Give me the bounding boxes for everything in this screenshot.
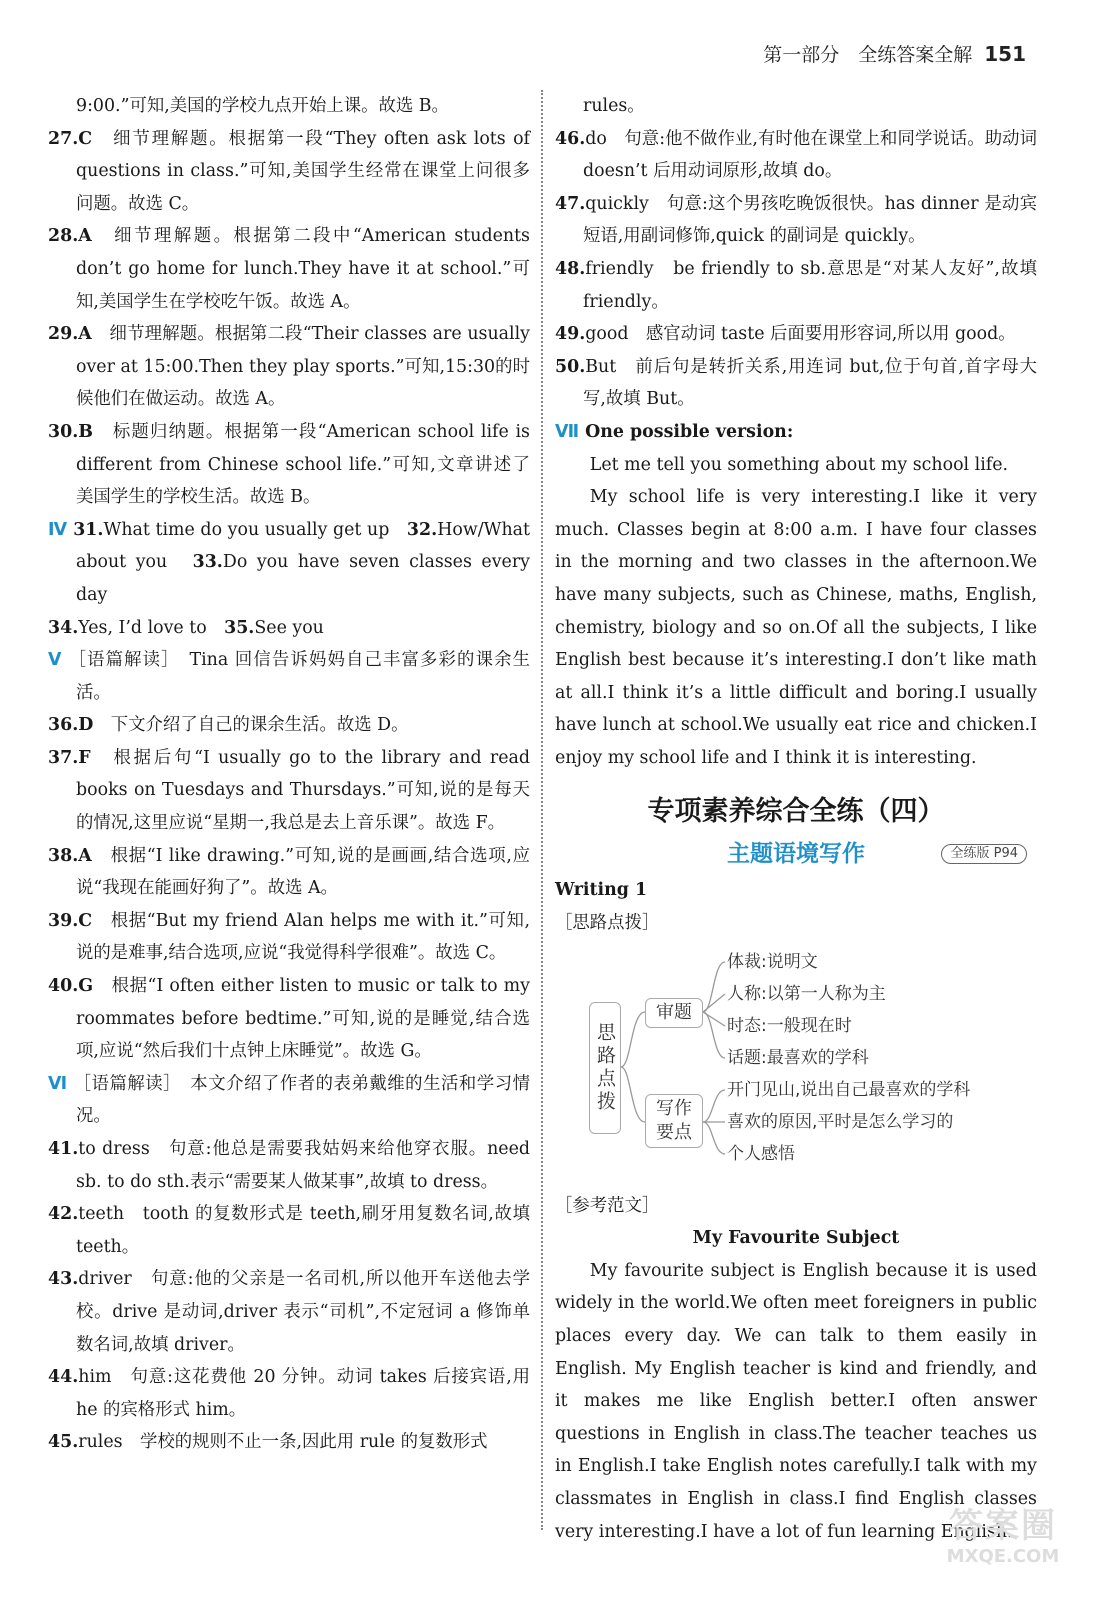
mind-map-root: 思路点拨 bbox=[589, 1002, 621, 1134]
answer-number: 50. bbox=[555, 356, 586, 377]
mind-map bbox=[555, 944, 1037, 1184]
answer-text: 标题归纳题。根据第一段“American school life is different from Chinese school life.”可知,文章讲述了美国学生的学校生活。故选 B。 bbox=[76, 421, 530, 508]
answer-number: 46. bbox=[555, 128, 586, 149]
column-divider bbox=[541, 90, 543, 1530]
mind-map-leaf: 开门见山,说出自己最喜欢的学科 bbox=[727, 1079, 971, 1100]
answer-text: teeth tooth 的复数形式是 teeth,刷牙用复数名词,故填 teeth。 bbox=[76, 1204, 530, 1257]
mind-map-branch: 审题 bbox=[645, 998, 703, 1028]
section-title: 第一部分 全练答案全解 bbox=[763, 44, 973, 66]
answer-item bbox=[48, 1133, 530, 1198]
special-title: 专项素养综合全练（四） bbox=[647, 796, 945, 828]
page-reference-badge: 全练版 P94 bbox=[941, 844, 1027, 864]
answer-item bbox=[555, 351, 1037, 416]
answer-item bbox=[555, 188, 1037, 253]
answer-text: 根据后句“I usually go to the library and read books on Tuesdays and Thursdays.”可知,说的是每天的情况,这里应说“星期一,我总是去上音乐课”。故选 F。 bbox=[76, 747, 530, 834]
answer-item bbox=[48, 612, 530, 645]
mind-map-leaf: 体裁:说明文 bbox=[727, 951, 818, 972]
answer-item bbox=[48, 416, 530, 514]
mind-map-leaf: 人称:以第一人称为主 bbox=[727, 983, 886, 1004]
answer-text: ［语篇解读］ 本文介绍了作者的表弟戴维的生活和学习情况。 bbox=[73, 1073, 530, 1127]
answer-item bbox=[48, 840, 530, 905]
answer-text: quickly 句意:这个男孩吃晚饭很快。has dinner 是动宾短语,用副词修饰,quick 的副词是 quickly。 bbox=[583, 193, 1037, 247]
answer-text: to dress 句意:他总是需要我姑妈来给他穿衣服。need sb. to do sth.表示“需要某人做某事”,故填 to dress。 bbox=[76, 1139, 530, 1192]
answer-text: 根据“But my friend Alan helps me with it.”可知,说的是难事,结合选项,应说“我觉得科学很难”。故选 C。 bbox=[76, 910, 530, 964]
answer-number: 47. bbox=[555, 193, 586, 214]
answer-number: 45. bbox=[48, 1432, 79, 1453]
answer-item bbox=[48, 709, 530, 742]
answer-text: 下文介绍了自己的课余生活。故选 D。 bbox=[110, 715, 409, 736]
answer-text: him 句意:这花费他 20 分钟。动词 takes 后接宾语,用 he 的宾格形式 him。 bbox=[76, 1367, 530, 1420]
answer-item bbox=[48, 318, 530, 416]
answer-number: 38.A bbox=[48, 845, 92, 866]
answer-text: 细节理解题。根据第二段“Their classes are usually over at 15:00.Then they play sports.”可知,15:30的时候他们在做运动。故选 A。 bbox=[76, 324, 530, 410]
answer-item bbox=[48, 905, 530, 970]
answer-item bbox=[48, 644, 530, 709]
writing-label: Writing 1 bbox=[555, 880, 648, 901]
section-marker: Ⅳ bbox=[48, 519, 68, 540]
answer-item bbox=[48, 1361, 530, 1426]
version-label: One possible version: bbox=[585, 421, 794, 442]
answer-number: 39.C bbox=[48, 910, 93, 931]
version-heading bbox=[555, 416, 1037, 449]
answer-number: 29.A bbox=[48, 324, 92, 345]
answer-text: 31.What time do you usually get up 32.How/What about you 33.Do you have seven classes every day bbox=[73, 519, 530, 605]
answer-number: 30.B bbox=[48, 421, 93, 442]
answer-text: ［语篇解读］ Tina 回信告诉妈妈自己丰富多彩的课余生活。 bbox=[68, 650, 530, 703]
answer-number: 28.A bbox=[48, 226, 92, 247]
answer-item bbox=[555, 123, 1037, 188]
version-paragraph: Let me tell you something about my school life. bbox=[589, 454, 1009, 475]
answer-number: 27.C bbox=[48, 128, 93, 149]
page-header bbox=[763, 40, 1026, 67]
watermark-logo bbox=[928, 1506, 1078, 1576]
sample-title: My Favourite Subject bbox=[692, 1228, 900, 1249]
answer-list bbox=[555, 90, 1037, 416]
answer-number: 48. bbox=[555, 258, 586, 279]
answer-text: But 前后句是转折关系,用连词 but,位于句首,首字母大写,故填 But。 bbox=[583, 356, 1037, 410]
answer-number: 37.F bbox=[48, 747, 91, 768]
answer-item bbox=[48, 220, 530, 318]
version-paragraph: My school life is very interesting.I like it very much. Classes begin at 8:00 a.m. I have four classes in the morning and two classes in the afternoon.We have many subjects, such as Chinese, maths, English, chemistry, biology and so on.Of all the subjects, I like English best because it’s interesting.I don’t like math at all.I think it’s a little difficult and boring.I usually have lunch at school.We usually eat rice and chicken.I enjoy my school life and I think it is interesting. bbox=[555, 487, 1037, 768]
answer-text: 34.Yes, I’d love to 35.See you bbox=[48, 617, 324, 638]
answer-number: 44. bbox=[48, 1367, 79, 1388]
answer-text: rules 学校的规则不止一条,因此用 rule 的复数形式 bbox=[78, 1432, 488, 1453]
answer-number: 41. bbox=[48, 1139, 79, 1159]
answer-item bbox=[48, 1068, 530, 1133]
answer-item bbox=[48, 123, 530, 221]
section-marker: Ⅴ bbox=[48, 650, 63, 671]
answer-item bbox=[555, 253, 1037, 318]
sample-paragraph: My favourite subject is English because it is used widely in the world.We often meet foreigners in public places every day. We can talk to them easily in English. My English teacher is kind and friendly, and it makes me like English better.I often answer questions in English in class.The teacher teaches us in English.I take English notes carefully.I talk with my classmates in English in class.I find English classes very interesting.I have a lot of fun learning English. bbox=[555, 1260, 1037, 1542]
answer-text: friendly be friendly to sb.意思是“对某人友好”,故填 friendly。 bbox=[583, 258, 1037, 312]
answer-item bbox=[48, 1426, 530, 1459]
answer-text: driver 句意:他的父亲是一名司机,所以他开车送他去学校。drive 是动词,driver 表示“司机”,不定冠词 a 修饰单数名词,故填 driver。 bbox=[76, 1269, 530, 1355]
answer-number: 42. bbox=[48, 1204, 79, 1225]
answer-text: 根据“I often either listen to music or talk to my roommates before bedtime.”可知,说的是睡觉,结合选项,应说“然后我们十点钟上床睡觉”。故选 G。 bbox=[76, 976, 530, 1062]
answer-text: 细节理解题。根据第二段中“American students don’t go home for lunch.They have it at school.”可知,美国学生在学校吃午饭。故选 A。 bbox=[76, 226, 530, 312]
answer-text: 根据“I like drawing.”可知,说的是画画,结合选项,应说“我现在能画好狗了”。故选 A。 bbox=[76, 845, 530, 899]
answer-item bbox=[48, 742, 530, 840]
section-marker: Ⅵ bbox=[48, 1073, 68, 1094]
answer-continuation: rules。 bbox=[583, 96, 645, 116]
answer-text: 细节理解题。根据第一段“They often ask lots of questions in class.”可知,美国学生经常在课堂上问很多问题。故选 C。 bbox=[76, 128, 530, 214]
answer-item bbox=[48, 970, 530, 1068]
answer-item bbox=[48, 1263, 530, 1361]
answer-item bbox=[555, 318, 1037, 351]
sample-label: ［参考范文］ bbox=[555, 1195, 660, 1216]
answer-item bbox=[48, 514, 530, 612]
answer-item bbox=[48, 1198, 530, 1263]
mind-map-leaf: 话题:最喜欢的学科 bbox=[727, 1047, 869, 1068]
answer-number: 40.G bbox=[48, 976, 94, 997]
mind-map-branch: 写作要点 bbox=[645, 1094, 703, 1148]
answer-continuation: 9:00.”可知,美国的学校九点开始上课。故选 B。 bbox=[76, 96, 449, 116]
subtitle-row bbox=[555, 834, 1037, 874]
watermark-url: MXQE.COM bbox=[946, 1546, 1060, 1567]
answer-number: 36.D bbox=[48, 715, 94, 736]
answer-text: do 句意:他不做作业,有时他在课堂上和同学说话。助动词 doesn’t 后用动词原形,故填 do。 bbox=[583, 128, 1037, 182]
answer-number: 43. bbox=[48, 1269, 79, 1290]
tips-label: ［思路点拨］ bbox=[555, 913, 660, 934]
right-column bbox=[555, 90, 1037, 1548]
mind-map-leaf: 时态:一般现在时 bbox=[727, 1015, 852, 1036]
section-marker: Ⅶ bbox=[555, 421, 580, 442]
mind-map-leaf: 个人感悟 bbox=[727, 1143, 795, 1164]
page-number: 151 bbox=[984, 42, 1026, 66]
left-column bbox=[48, 90, 530, 1459]
mind-map-leaf: 喜欢的原因,平时是怎么学习的 bbox=[727, 1111, 954, 1132]
subtitle: 主题语境写作 bbox=[727, 841, 865, 868]
watermark-text: 答案圈 bbox=[949, 1506, 1057, 1546]
answer-number: 49. bbox=[555, 324, 586, 345]
answer-text: good 感官动词 taste 后面要用形容词,所以用 good。 bbox=[585, 324, 1016, 345]
